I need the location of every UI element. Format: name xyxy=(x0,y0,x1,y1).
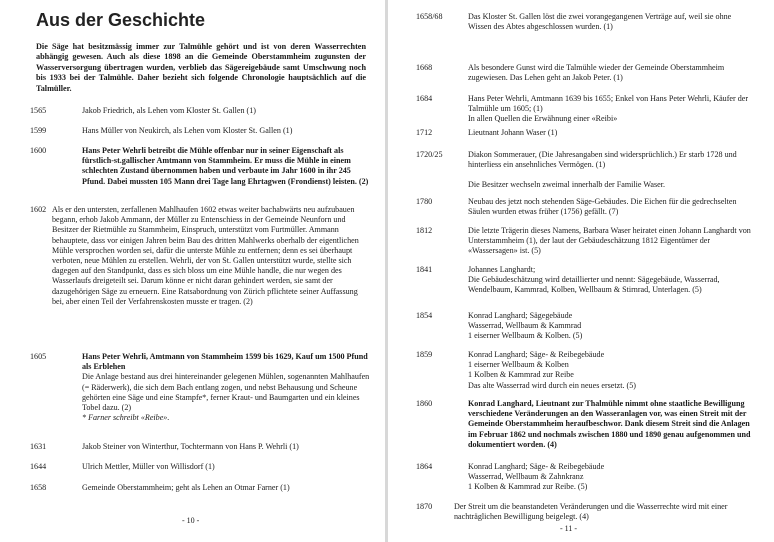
entry-text: Diakon Sommerauer, (Die Jahresangaben sind widersprüchlich.) Er starb 1728 und hinterliess ein ansehnliches Vermögen. (1) xyxy=(468,150,737,170)
entry-text: Konrad Langhard, Lieutnant zur Thalmühle nimmt ohne staatliche Bewilligung verschiedene Veränderungen an den Wasseranlagen vor, was einen Streit mit der Gemeinde Oberstammheim heraufbeschwor. Dank diesem Streit sind die Anlagen im Februar 1862 und nochmals zwischen 1880 und 1890 genau aufgenommen und dokumentiert worden. (4) xyxy=(468,399,751,449)
entry-text: Der Streit um die beanstandeten Veränderungen und die Wasserrechte wird mit einer nachträglichen Bewilligung beigelegt. (4) xyxy=(454,502,728,522)
entry-year: 1859 xyxy=(416,350,433,359)
entry-text: Neubau des jetzt noch stehenden Säge-Gebäudes. Die Eichen für die gedrechselten Säulen wurden etwas früher (1756) gefällt. (7) xyxy=(468,197,737,217)
entry-year: 1780 xyxy=(416,197,433,206)
entry-text-detail: Das alte Wasserrad wird durch ein neues ersetzt. (5) xyxy=(468,380,636,390)
entry-year: 1812 xyxy=(416,226,433,235)
page-title: Aus der Geschichte xyxy=(36,10,206,30)
entry-year: 1631 xyxy=(30,442,47,451)
entry-text-detail: Wasserrad, Wellbaum & Zahnkranz xyxy=(468,472,584,482)
entry-text: Konrad Langhard; Säge- & Reibegebäude xyxy=(468,350,605,359)
entry-text: Lieutnant Johann Waser (1) xyxy=(468,128,558,137)
entry-text-detail: In allen Quellen die Erwähnung einer «Reibi» xyxy=(468,114,618,124)
entry-year: 1599 xyxy=(30,126,47,135)
entry-year: 1602 xyxy=(30,205,47,214)
entry-text: Gemeinde Oberstammheim; geht als Lehen an Otmar Farner (1) xyxy=(82,483,290,492)
entry-text: Jakob Steiner von Winterthur, Tochtermann von Hans P. Wehrli (1) xyxy=(82,442,299,451)
entry-text-detail: Die Gebäudeschätzung wird detaillierter und nennt: Sägegebäude, Wasserrad, Wendelbaum, Kammrad, Kolben, Wellbaum & Stirnrad, Unterlagen. (5) xyxy=(468,275,720,295)
entry-text-detail: Die Anlage bestand aus drei hintereinander gelegenen Mühlen, sogenannten Mahlhaufen (= Räderwerk), die sich dem Bach entlang zogen, und nebst Behausung und Scheune gehörten eine Säge und eine Stampfe*, ferner Kraut- und Baumgarten und ein kleines Tobel dazu. (2) xyxy=(82,372,370,413)
entry-year: 1565 xyxy=(30,106,47,115)
entry-footnote: * Farner schreibt «Reibe». xyxy=(82,413,170,423)
entry-text: Als besondere Gunst wird die Talmühle wieder der Gemeinde Oberstammheim zugewiesen. Das Lehen geht an Jakob Peter. (1) xyxy=(468,63,725,83)
right-page xyxy=(388,0,774,542)
entry-year: 1870 xyxy=(416,502,433,511)
entry-text: Hans Peter Wehrli betreibt die Mühle offenbar nur in seiner Eigenschaft als fürstlich-st.gallischer Amtmann von Stammheim. Er muss die Mühle in einem schlechten Zustand übernommen haben und verbaute im Jahr 1600 in ihr 245 Pfund. Dabei mussten 105 Mann drei Tage lang Ehrtagwen (Frondienst) leisten. (2) xyxy=(82,146,369,186)
entry-text-detail: Wasserrad, Wellbaum & Kammrad xyxy=(468,321,582,331)
entry-text: Als er den untersten, zerfallenen Mahlhaufen 1602 etwas weiter bachabwärts neu aufzubauen begann, erhob Jakob Ammann, der Müller zu Entenschiess in der Gemeinde Neunforn und Besitzer der Rietmühle zu Stammheim, Einspruch, unterstützt vom Furtmüller. Ammann behauptete, dass vor einigen Jahren beim Bau des dritten Mahlwerks oberhalb der eigentlichen Mühle versprochen worden sei, dafür die unterste Mühle zu entfernen; denn es sei überhaupt verboten, neue Mühlen zu erstellen. Wehrli, der von St. Gallen unterstützt wurde, stellte sich dagegen auf den Standpunkt, dass es sich bloss um eine Mühle handle, die nur wegen des Wasserlaufs dreigeteilt sei. Darum könne er nicht daran gehindert werden, sie samt der dazugehörigen Säge zu erneuern. Eine Ratsabordnung von Zürich pflichtete seiner Auffassung bei, aber einen Teil der Verfahrenskosten musste er tragen. (2) xyxy=(52,205,359,306)
entry-year: 1854 xyxy=(416,311,433,320)
entry-text: Konrad Langhard; Säge- & Reibegebäude xyxy=(468,462,605,471)
entry-text: Johannes Langhardt; xyxy=(468,265,536,274)
entry-year: 1644 xyxy=(30,462,47,471)
entry-year: 1712 xyxy=(416,128,433,137)
entry-text: Ulrich Mettler, Müller von Willisdorf (1) xyxy=(82,462,215,471)
entry-text-detail: Die Besitzer wechseln zweimal innerhalb der Familie Waser. xyxy=(468,180,665,190)
entry-text: Hans Müller von Neukirch, als Lehen vom Kloster St. Gallen (1) xyxy=(82,126,293,135)
entry-year: 1860 xyxy=(416,399,433,408)
entry-text-detail: 1 eiserner Wellbaum & Kolben xyxy=(468,360,569,370)
entry-text-detail: 1 Kolben & Kammrad zur Reibe. (5) xyxy=(468,482,588,492)
entry-year: 1720/25 xyxy=(416,150,443,159)
entry-year: 1658/68 xyxy=(416,12,443,21)
entry-year: 1605 xyxy=(30,352,47,361)
entry-text: Hans Peter Wehrli, Amtmann von Stammheim 1599 bis 1629, Kauf um 1500 Pfund als Erblehen xyxy=(82,352,368,372)
entry-text: Die letzte Trägerin dieses Namens, Barbara Waser heiratet einen Johann Langhardt von Unterstammheim (1), der laut der Gebäudeschätzung 1812 Eigentümer der «Wassersagen» ist. (5) xyxy=(468,226,751,256)
page-number: - 10 - xyxy=(182,516,200,525)
entry-year: 1658 xyxy=(30,483,47,492)
entry-text: Konrad Langhard; Sägegebäude xyxy=(468,311,573,320)
entry-text: Hans Peter Wehrli, Amtmann 1639 bis 1655; Enkel von Hans Peter Wehrli, Käufer der Talmühle um 1605; (1) xyxy=(468,94,749,114)
entry-text-detail: 1 eiserner Wellbaum & Kolben. (5) xyxy=(468,331,583,341)
entry-year: 1864 xyxy=(416,462,433,471)
page-number: - 11 - xyxy=(560,524,578,533)
entry-year: 1684 xyxy=(416,94,433,103)
entry-year: 1841 xyxy=(416,265,433,274)
intro-paragraph: Die Säge hat besitzmässig immer zur Talmühle gehört und ist von deren Wasserrechten abhängig gewesen. Auch als diese 1898 an die Gemeinde Oberstammheim zugunsten der Wasserversorgung übertragen wurden, verblieb das Sägereigebäude samt Umschwung noch bis 1933 bei der Talmühle. Daher bezieht sich folgende Chronologie hauptsächlich auf die Talmüller. xyxy=(36,42,366,93)
entry-year: 1600 xyxy=(30,146,47,155)
entry-text: Jakob Friedrich, als Lehen vom Kloster St. Gallen (1) xyxy=(82,106,256,115)
entry-text-detail: 1 Kolben & Kammrad zur Reibe xyxy=(468,370,574,380)
entry-year: 1668 xyxy=(416,63,433,72)
entry-text: Das Kloster St. Gallen löst die zwei vorangegangenen Verträge auf, weil sie ohne Wissen des Abtes abgeschlossen wurden. (1) xyxy=(468,12,732,32)
